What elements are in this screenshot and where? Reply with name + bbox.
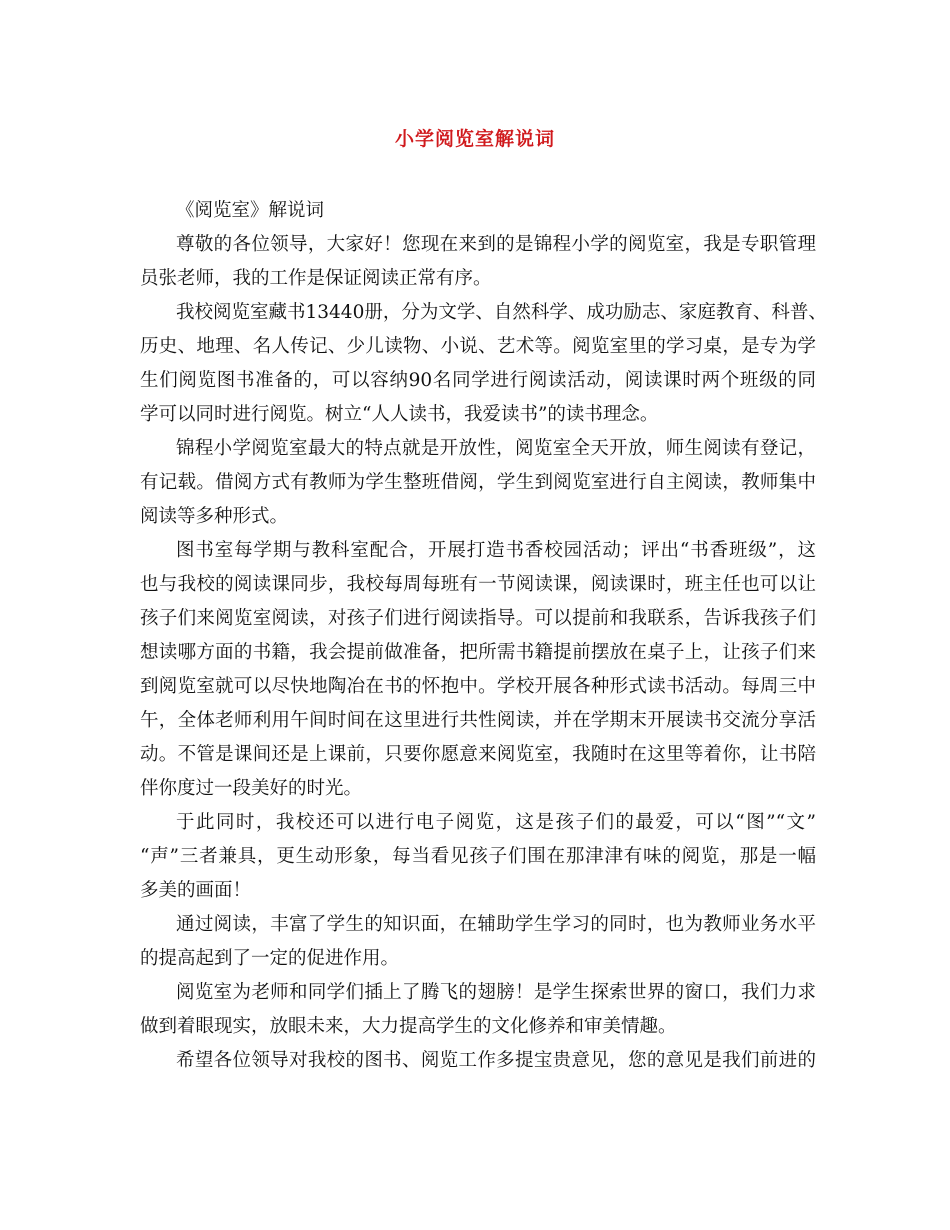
paragraph-line: 做到着眼现实，放眼未来，大力提高学生的文化修养和审美情趣。 xyxy=(140,1016,677,1037)
paragraph-line: 伴你度过一段美好的时光。 xyxy=(140,778,363,799)
paragraph-line: 多美的画面！ xyxy=(140,880,252,901)
paragraph-line: 尊敬的各位领导，大家好！您现在来到的是锦程小学的阅览室，我是专职管理 xyxy=(176,234,816,255)
subheading: 《阅览室》解说词 xyxy=(176,200,325,221)
paragraph-line: 孩子们来阅览室阅读，对孩子们进行阅读指导。可以提前和我联系，告诉我孩子们 xyxy=(140,608,816,629)
paragraph-line: 有记载。借阅方式有教师为学生整班借阅，学生到阅览室进行自主阅读，教师集中 xyxy=(140,472,816,493)
paragraph-line: “声”三者兼具，更生动形象，每当看见孩子们围在那津津有味的阅览，那是一幅 xyxy=(140,846,816,867)
paragraph-line: 到阅览室就可以尽快地陶冶在书的怀抱中。学校开展各种形式读书活动。每周三中 xyxy=(140,676,816,697)
paragraph-line: 动。不管是课间还是上课前，只要你愿意来阅览室，我随时在这里等着你，让书陪 xyxy=(140,744,816,765)
paragraph-line: 通过阅读，丰富了学生的知识面，在辅助学生学习的同时，也为教师业务水平 xyxy=(176,914,816,935)
paragraph-line: 阅读等多种形式。 xyxy=(140,506,289,527)
paragraph-line: 想读哪方面的书籍，我会提前做准备，把所需书籍提前摆放在桌子上，让孩子们来 xyxy=(140,642,816,663)
paragraph-line: 图书室每学期与教科室配合，开展打造书香校园活动；评出“书香班级”，这 xyxy=(176,540,816,561)
document-title: 小学阅览室解说词 xyxy=(394,128,555,150)
paragraph-line: 阅览室为老师和同学们插上了腾飞的翅膀！是学生探索世界的窗口，我们力求 xyxy=(176,982,816,1003)
paragraph-line: 希望各位领导对我校的图书、阅览工作多提宝贵意见，您的意见是我们前进的 xyxy=(176,1050,816,1071)
paragraph-line: 的提高起到了一定的促进作用。 xyxy=(140,948,400,969)
paragraph-line: 午，全体老师利用午间时间在这里进行共性阅读，并在学期末开展读书交流分享活 xyxy=(140,710,816,731)
paragraph-line: 也与我校的阅读课同步，我校每周每班有一节阅读课，阅读课时，班主任也可以让 xyxy=(140,574,816,595)
paragraph-line: 历史、地理、名人传记、少儿读物、小说、艺术等。阅览室里的学习桌，是专为学 xyxy=(140,336,816,357)
paragraph-line: 学可以同时进行阅览。树立“人人读书，我爱读书”的读书理念。 xyxy=(140,404,659,425)
paragraph-line: 锦程小学阅览室最大的特点就是开放性，阅览室全天开放，师生阅读有登记， xyxy=(176,438,816,459)
document-body xyxy=(140,194,827,1078)
paragraph-line: 员张老师，我的工作是保证阅读正常有序。 xyxy=(140,268,492,289)
paragraph-line: 生们阅览图书准备的，可以容纳90名同学进行阅读活动，阅读课时两个班级的同 xyxy=(140,370,816,391)
paragraph-line: 于此同时，我校还可以进行电子阅览，这是孩子们的最爱，可以“图”“文” xyxy=(176,812,816,833)
paragraph-line: 我校阅览室藏书13440册，分为文学、自然科学、成功励志、家庭教育、科普、 xyxy=(176,302,827,323)
